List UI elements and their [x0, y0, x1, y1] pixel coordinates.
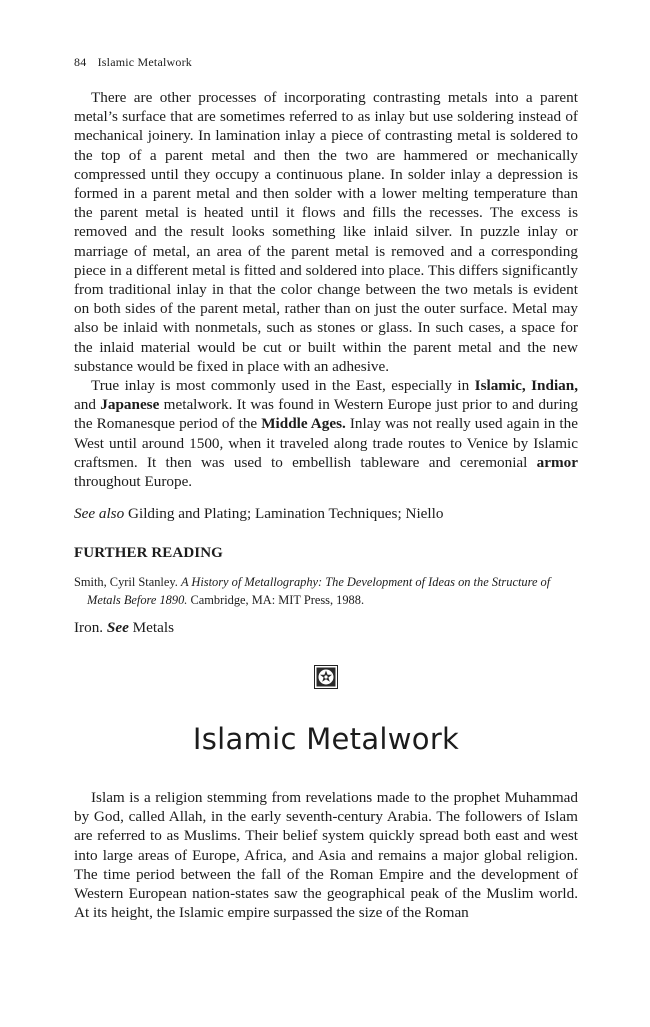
running-head	[74, 55, 192, 70]
section-title: Islamic Metalwork	[192, 722, 460, 756]
further-reading-heading: FURTHER READING	[74, 545, 223, 561]
iron-cross-reference	[74, 619, 174, 637]
running-head-title: Islamic Metalwork	[97, 55, 192, 69]
cross-ref-armor: armor	[536, 453, 578, 471]
paragraph-text: and	[74, 396, 101, 414]
see-also-label: See also	[74, 505, 125, 522]
paragraph-text: throughout Europe.	[74, 473, 193, 491]
cross-ref-term: Iron.	[74, 619, 107, 636]
paragraph-lamination-inlay: There are other processes of incorporating contrasting metals into a parent metal’s surface that are sometimes referred to as inlay but use soldering instead of mechanical joinery. In lamination inlay a piece of contrasting metal is soldered to the top of a parent metal and then the two are hammered or mechanically compressed until they occupy a continuous plane. In solder inlay a depression is formed in a parent metal and then solder with a lower melting temperature than the parent metal is heated until it flows and fills the recesses. The excess is removed and the result looks something like inlaid silver. In puzzle inlay or marriage of metal, an area of the parent metal is removed and a corresponding piece in a different metal is fitted and soldered into place. This differs significantly from traditional inlay in that the color change between the two metals is evident on both sides of the parent metal, rather than on just the outer surface. Metal may also be inlaid with nonmetals, such as stones or glass. In such cases, a space for the inlaid material would be cut or built within the parent metal and the new substance would be fixed in place with an adhesive.	[74, 89, 578, 375]
citation-title: A History of Metallography: The Development of Ideas on the Structure of	[180, 575, 551, 589]
star-ornament-icon	[314, 665, 338, 689]
citation-line-2	[74, 591, 578, 609]
citation	[74, 573, 578, 609]
paragraph-text: Inlay was not really used again in the West until around 1500, when it traveled along trade routes to Venice by Islamic craftsmen. It then was used to embellish tableware and ceremonial	[74, 415, 578, 471]
entry-body	[74, 88, 578, 491]
cross-ref-islamic-indian: Islamic, Indian,	[474, 377, 578, 395]
cross-ref-target: Metals	[128, 619, 174, 636]
see-also-targets: Gilding and Plating; Lamination Techniques; Niello	[124, 505, 444, 522]
see-also-line	[74, 504, 443, 523]
section-body	[74, 788, 578, 922]
page-number: 84	[74, 55, 87, 69]
cross-ref-see: See	[106, 619, 129, 636]
paragraph-text: True inlay is most commonly used in the East, especially in	[91, 377, 475, 395]
cross-ref-middle-ages: Middle Ages.	[261, 415, 346, 433]
section-intro-paragraph: Islam is a religion stemming from revelations made to the prophet Muhammad by God, called Allah, in the early seventh-century Arabia. The followers of Islam are referred to as Muslims. Their belief system quickly spread both east and west into large areas of Europe, Africa, and Asia and remains a major global religion. The time period between the fall of the Roman Empire and the development of Western European nation-states saw the geographical peak of the Muslim world. At its height, the Islamic empire surpassed the size of the Roman	[74, 789, 578, 922]
paragraph-text: metalwork. It was found in Western Europe just prior to and during the Romanesque period of the	[74, 396, 578, 433]
paragraph-true-inlay	[74, 376, 578, 491]
citation-line-1	[74, 573, 578, 591]
citation-title-cont: Metals Before 1890.	[87, 593, 188, 607]
cross-ref-japanese: Japanese	[100, 396, 160, 414]
citation-author: Smith, Cyril Stanley.	[74, 575, 181, 589]
citation-publisher: Cambridge, MA: MIT Press, 1988.	[187, 593, 365, 607]
